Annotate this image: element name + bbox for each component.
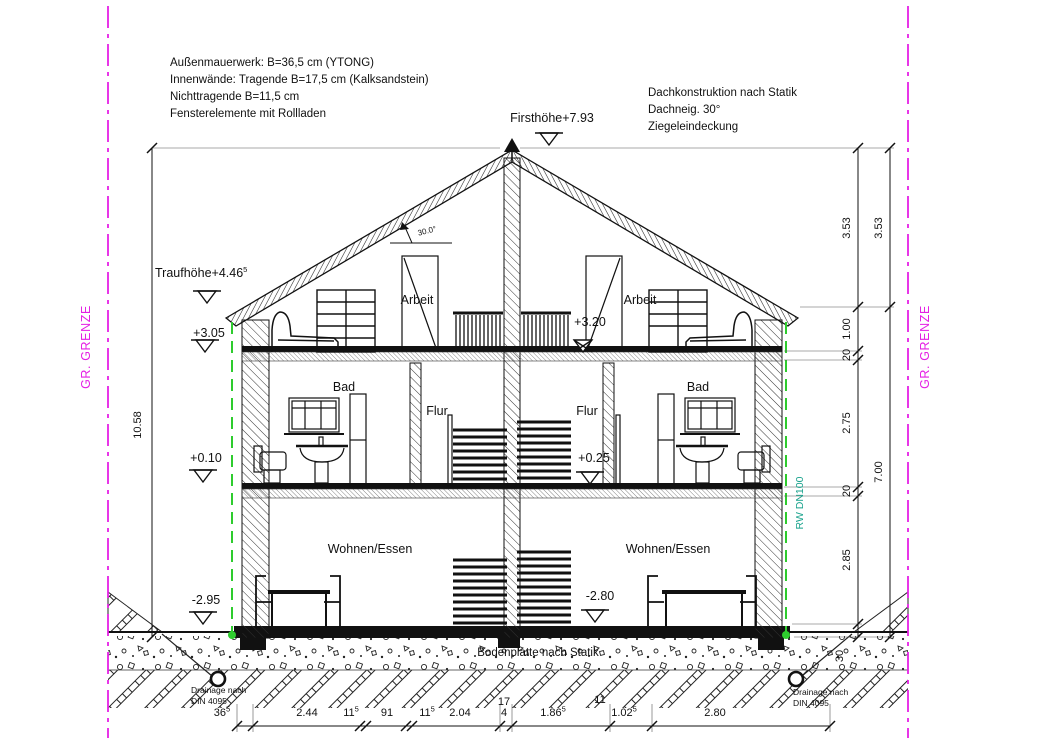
level-ground-left: -2.95	[191, 593, 221, 607]
room-label-attic-right: Arbeit	[623, 293, 657, 307]
drainage-note-left-line-2: DIN 4095	[191, 696, 227, 706]
level-attic-left: +3.05	[193, 326, 225, 340]
ridge-height-label: Firsthöhe+7.93	[510, 111, 594, 125]
dimension-chain-right-inner	[853, 143, 863, 642]
attic-railing-right	[521, 313, 571, 346]
dim-bottom-7: 1.86$^5$	[540, 704, 566, 719]
dim-right-inner-2: 20	[841, 348, 853, 362]
drainage-note-right-line-1: Drainage nach	[793, 687, 849, 697]
dim-wall-center: 17	[497, 696, 511, 708]
stairs-upper-left	[453, 430, 507, 479]
room-label-living-right: Wohnen/Essen	[625, 542, 711, 556]
slab-note: Bodenplatte nach Statik	[477, 647, 599, 659]
shelf-right	[649, 290, 707, 352]
stairs-ground-right	[517, 552, 571, 622]
room-label-attic-left: Arbeit	[400, 293, 434, 307]
drainage-note-right-line-2: DIN 4095	[793, 698, 829, 708]
boundary-label-left: GR. GRENZE	[79, 305, 93, 389]
room-label-bath-right: Bad	[686, 380, 710, 394]
room-label-bath-left: Bad	[332, 380, 356, 394]
bath-cabinet-left	[350, 394, 366, 484]
level-upper-left: +0.10	[190, 451, 222, 465]
dimension-chain-right-outer	[885, 143, 895, 642]
dim-bottom-5: 2.04	[449, 707, 471, 719]
washbasin-left	[296, 437, 348, 483]
dim-bottom-3: 91	[380, 707, 394, 719]
attic-door-right	[586, 256, 622, 350]
drainage-pipe-left	[211, 672, 225, 686]
construction-note-line-4: Fensterelemente mit Rollladen	[170, 108, 326, 120]
room-label-hall-right: Flur	[576, 404, 598, 418]
bath-window-left	[284, 398, 344, 434]
rainwater-pipe-left	[228, 322, 236, 639]
dining-set-right	[648, 576, 756, 628]
dim-right-inner-0: 3.53	[841, 217, 853, 239]
hall-door-right	[616, 415, 620, 485]
construction-note-line-3: Nichttragende B=11,5 cm	[170, 91, 300, 103]
dim-bottom-4: $11^5$	[419, 704, 435, 719]
shelf-left	[317, 290, 375, 352]
bath-window-right	[680, 398, 740, 434]
washbasin-right	[676, 437, 728, 483]
dim-right-outer-0: 3.53	[873, 217, 885, 239]
rainwater-pipe-label: RW DN100	[794, 476, 806, 530]
roof-pitch-label: 30.0°	[416, 224, 438, 238]
hall-door-left	[448, 415, 452, 485]
bath-cabinet-right	[658, 394, 674, 484]
dim-bottom-1: 2.44	[296, 707, 318, 719]
room-label-hall-left: Flur	[426, 404, 448, 418]
level-attic-right: +3.20	[574, 315, 606, 329]
dim-bottom-2: $11^5$	[343, 704, 359, 719]
attic-railing-left	[453, 313, 503, 346]
dim-left-total: 10.58	[132, 411, 144, 439]
dimension-chain-left	[147, 143, 157, 642]
drainage-pipe-right	[789, 672, 803, 686]
dim-right-inner-3: 2.75	[841, 412, 853, 434]
dim-bottom-9: 2.80	[704, 707, 726, 719]
stairs-upper-right	[517, 422, 571, 478]
roof-note-line-2: Dachneig. 30°	[648, 104, 721, 116]
eaves-height-label: $Traufhöhe+4.46^5$	[155, 264, 248, 280]
dim-right-inner-bottom: 30	[834, 649, 846, 663]
construction-note-line-2: Innenwände: Tragende B=17,5 cm (Kalksandstein)	[170, 74, 429, 86]
stairs-ground-left	[453, 560, 507, 623]
boundary-label-right: GR. GRENZE	[918, 305, 932, 389]
dim-wall-right: 11	[594, 694, 606, 706]
dim-right-inner-1: 1.00	[841, 318, 853, 340]
dim-bottom-0: $36^5$	[213, 704, 231, 719]
roof-note-line-3: Ziegeleindeckung	[648, 121, 739, 133]
dimension-chain-bottom	[232, 721, 835, 731]
roof-note-line-1: Dachkonstruktion nach Statik	[648, 87, 797, 99]
dim-right-inner-4: 20	[841, 484, 853, 498]
rainwater-pipe-right	[782, 322, 790, 639]
dim-right-inner-5: 2.85	[841, 549, 853, 571]
dim-right-outer-1: 7.00	[873, 461, 885, 483]
level-upper-right: +0.25	[578, 451, 610, 465]
drainage-note-left-line-1: Drainage nach	[191, 685, 247, 695]
level-ground-right: -2.80	[585, 589, 615, 603]
dim-bottom-6: 4	[500, 707, 508, 719]
room-label-living-left: Wohnen/Essen	[327, 542, 413, 556]
construction-note-line-1: Außenmauerwerk: B=36,5 cm (YTONG)	[170, 57, 374, 69]
dim-bottom-8: 1.02$^5$	[611, 704, 637, 719]
